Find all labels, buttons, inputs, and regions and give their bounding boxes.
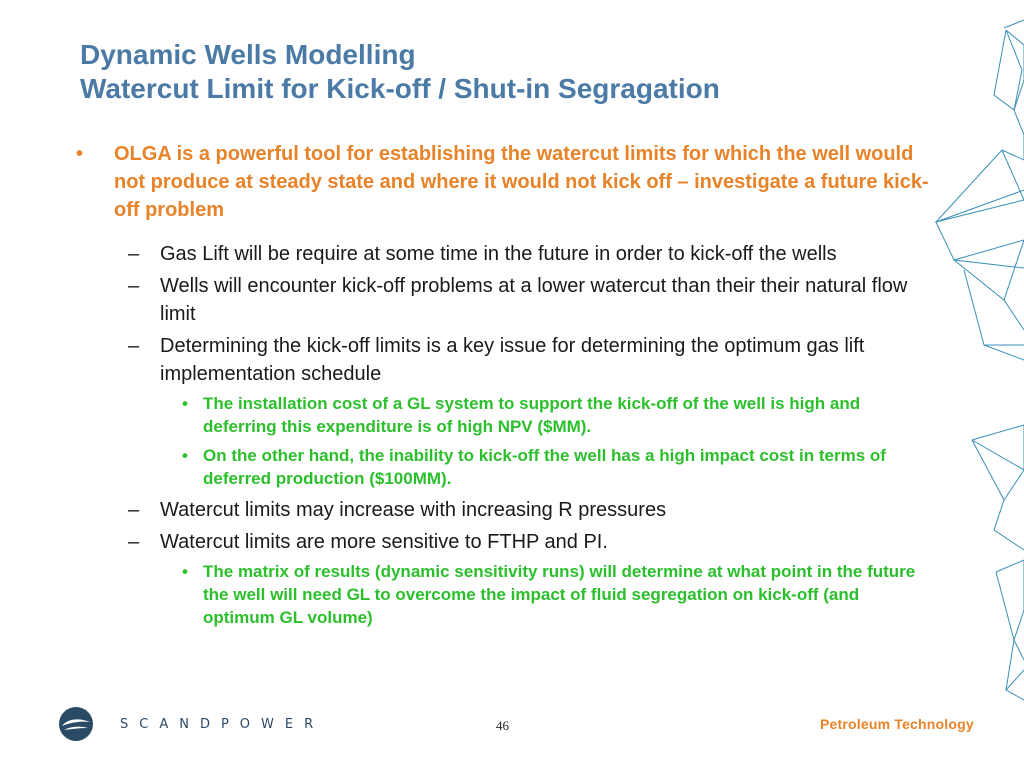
sub-sub-bullet-text: The matrix of results (dynamic sensitivity runs) will determine at what point in the future the well will need GL to overcome the impact of fluid segregation on kick-off (and optimum GL volume)	[203, 562, 916, 627]
sub-sub-bullet-text: On the other hand, the inability to kick-off the well has a high impact cost in terms of deferred production ($100MM).	[203, 446, 886, 488]
dash-marker: –	[128, 275, 140, 297]
sub-sub-bullet	[72, 444, 932, 490]
sub-sub-bullet	[72, 560, 932, 629]
brand-label: Petroleum Technology	[820, 716, 974, 732]
bullet-marker: •	[182, 394, 188, 413]
dash-marker: –	[128, 531, 140, 553]
slide-title	[80, 38, 720, 106]
bullet-marker: •	[182, 446, 188, 465]
dash-marker: –	[128, 243, 140, 265]
company-logo	[58, 706, 324, 742]
sub-bullet-text: Determining the kick-off limits is a key issue for determining the optimum gas lift implementation schedule	[160, 335, 865, 385]
main-bullet	[72, 140, 932, 224]
bullet-marker: •	[182, 562, 188, 581]
sub-bullet-text: Watercut limits may increase with increasing R pressures	[160, 499, 667, 521]
logo-text: SCANDPOWER	[120, 716, 325, 732]
sub-sub-bullet-text: The installation cost of a GL system to support the kick-off of the well is high and deferring this expenditure is of high NPV ($MM).	[203, 394, 861, 436]
sub-bullet	[72, 528, 932, 556]
title-line-2: Watercut Limit for Kick-off / Shut-in Segragation	[80, 73, 720, 104]
bullet-marker: •	[76, 143, 84, 165]
sub-bullet	[72, 240, 932, 268]
slide-content	[72, 140, 932, 635]
sub-bullet-text: Gas Lift will be require at some time in the future in order to kick-off the wells	[160, 243, 837, 265]
dash-marker: –	[128, 499, 140, 521]
sub-bullet-text: Wells will encounter kick-off problems at a lower watercut than their their natural flow limit	[160, 275, 908, 325]
dash-marker: –	[128, 335, 140, 357]
sub-bullet	[72, 332, 932, 388]
scandpower-swirl-logo-icon	[58, 706, 94, 742]
sub-bullet-text: Watercut limits are more sensitive to FTHP and PI.	[160, 531, 608, 553]
sub-sub-bullet	[72, 392, 932, 438]
main-bullet-text: OLGA is a powerful tool for establishing the watercut limits for which the well would not produce at steady state and where it would not kick off – investigate a future kick-off problem	[114, 143, 929, 221]
page-number: 46	[496, 718, 509, 733]
title-line-1: Dynamic Wells Modelling	[80, 39, 416, 70]
sub-bullet	[72, 272, 932, 328]
sub-bullet	[72, 496, 932, 524]
